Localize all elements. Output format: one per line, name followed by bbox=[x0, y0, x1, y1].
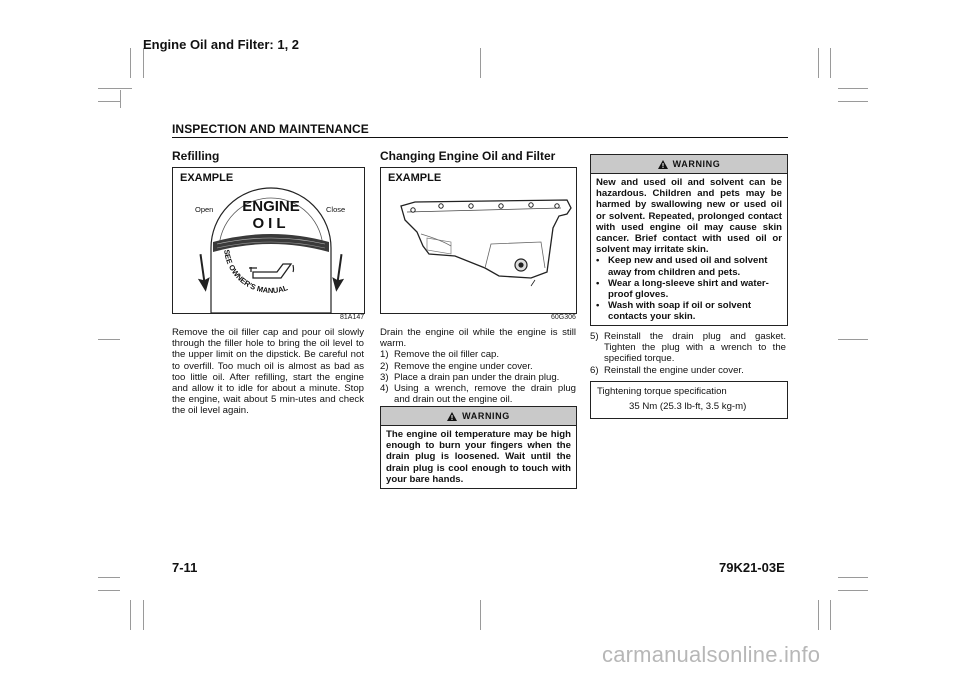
cap-oil-text: OIL bbox=[252, 215, 290, 232]
crop-mark bbox=[143, 600, 144, 630]
running-head: Engine Oil and Filter: 1, 2 bbox=[143, 37, 300, 52]
list-item: 3) Place a drain pan under the drain plug. bbox=[380, 371, 560, 383]
torque-spec-value: 35 Nm (25.3 lb-ft, 3.5 kg-m) bbox=[629, 401, 747, 412]
reinstall-steps bbox=[590, 331, 786, 376]
list-item: 2) Remove the engine under cover. bbox=[380, 360, 533, 372]
list-item: • Wear a long-sleeve shirt and water-proof gloves. bbox=[596, 277, 769, 301]
header-rule bbox=[172, 137, 788, 138]
warning-header bbox=[591, 155, 787, 174]
refilling-body bbox=[172, 327, 364, 417]
document-code: 79K21-03E bbox=[719, 560, 785, 575]
refilling-heading: Refilling bbox=[172, 149, 220, 163]
cap-ring-text: SEE OWNER'S MANUAL bbox=[222, 249, 289, 296]
crop-mark bbox=[98, 590, 120, 591]
crop-mark bbox=[830, 600, 831, 630]
close-label: Close bbox=[326, 205, 346, 214]
drain-steps-list bbox=[380, 349, 576, 405]
changing-oil-body bbox=[380, 327, 576, 405]
section-header: INSPECTION AND MAINTENANCE bbox=[172, 122, 369, 136]
oil-pan-illustration bbox=[381, 168, 576, 313]
drain-plug-icon bbox=[515, 259, 527, 271]
open-label: Open bbox=[195, 205, 214, 214]
crop-mark bbox=[830, 48, 831, 78]
warning-bullet-list bbox=[596, 255, 782, 322]
close-arrow-icon bbox=[330, 253, 347, 292]
bullet-icon: • bbox=[596, 277, 600, 289]
crop-mark bbox=[130, 600, 131, 630]
changing-oil-heading: Changing Engine Oil and Filter bbox=[380, 149, 556, 163]
figure-label: EXAMPLE bbox=[180, 172, 234, 184]
crop-mark bbox=[130, 48, 131, 78]
warning-triangle-icon bbox=[658, 160, 668, 169]
list-item: 1) Remove the oil filler cap. bbox=[380, 349, 500, 361]
warning-triangle-icon bbox=[447, 412, 457, 421]
warning-title: WARNING bbox=[462, 411, 510, 421]
figure-code: 81A147 bbox=[340, 314, 365, 321]
page-number: 7-11 bbox=[172, 560, 198, 575]
crop-mark bbox=[480, 48, 481, 78]
drain-intro-text: Drain the engine oil while the engine is still warm. bbox=[380, 327, 576, 350]
crop-mark bbox=[120, 90, 121, 108]
bullet-icon: • bbox=[596, 255, 600, 267]
crop-mark bbox=[98, 101, 120, 102]
cap-engine-text: ENGINE bbox=[242, 198, 300, 215]
oil-filler-cap-illustration bbox=[173, 168, 364, 313]
crop-mark bbox=[838, 339, 868, 340]
warning-box-hot-oil bbox=[380, 406, 577, 489]
crop-mark bbox=[818, 600, 819, 630]
warning-title: WARNING bbox=[672, 159, 721, 169]
open-arrow-icon bbox=[195, 253, 212, 292]
crop-mark bbox=[98, 88, 120, 89]
torque-spec-box bbox=[590, 381, 788, 419]
crop-mark bbox=[838, 101, 868, 102]
figure-label: EXAMPLE bbox=[388, 172, 442, 184]
figure-code: 60G306 bbox=[551, 314, 576, 321]
oil-pan-figure bbox=[380, 167, 577, 314]
warning-text: The engine oil temperature may be high enough to burn your fingers when the drain plug is loosened. Wait until the drain plug is cool enough to touch with your bare hands. bbox=[386, 429, 571, 485]
oil-cap-figure bbox=[172, 167, 365, 314]
crop-mark bbox=[838, 590, 868, 591]
bullet-icon: • bbox=[596, 300, 600, 312]
refilling-text: Remove the oil filler cap and pour oil slowly through the filler hole to bring the oil level to the upper limit on the dipstick. Be careful not to overfill. Too much oil is almost as bad as too little oil. After refilling, start the engine and allow it to idle for about a minute. Stop the engine, wait about 5 min-utes and check the oil level again. bbox=[172, 327, 364, 417]
reinstall-steps-list bbox=[590, 331, 786, 376]
list-item: 5) Reinstall the drain plug and gasket. Tighten the plug with a wrench to the specified torque. bbox=[590, 331, 786, 365]
crop-mark bbox=[143, 48, 144, 78]
warning-box-oil-hazard bbox=[590, 154, 788, 326]
watermark: carmanualsonline.info bbox=[602, 642, 821, 667]
crop-mark bbox=[838, 577, 868, 578]
crop-mark bbox=[98, 339, 120, 340]
crop-mark bbox=[818, 48, 819, 78]
list-item: 6) Reinstall the engine under cover. bbox=[590, 364, 744, 376]
crop-mark bbox=[838, 88, 868, 89]
torque-spec-title: Tightening torque specification bbox=[597, 386, 727, 397]
crop-mark bbox=[98, 577, 120, 578]
crop-mark bbox=[480, 600, 481, 630]
warning-text: New and used oil and solvent can be hazardous. Children and pets may be harmed by swallowing new or used oil or solvent. Repeated, prolonged contact with used engine oil may cause skin cancer. Brief contact with used oil or solvent may irritate skin. bbox=[596, 177, 782, 256]
warning-header bbox=[381, 407, 576, 426]
list-item: 4) Using a wrench, remove the drain plug and drain out the engine oil. bbox=[380, 383, 576, 406]
list-item: • Wash with soap if oil or solvent contacts your skin. bbox=[596, 300, 752, 323]
list-item: • Keep new and used oil and solvent away from children and pets. bbox=[596, 255, 768, 278]
